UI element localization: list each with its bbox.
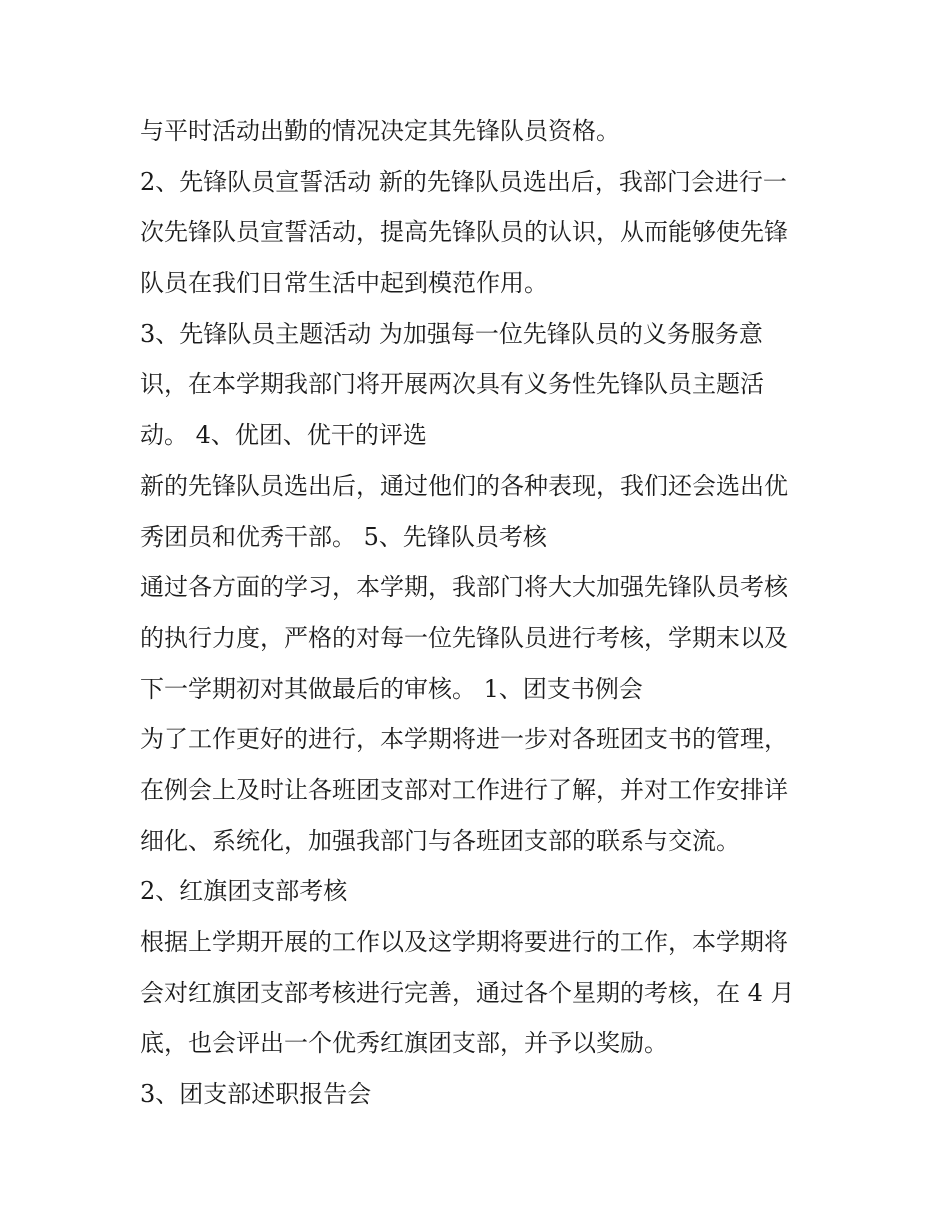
text-line: 识，在本学期我部门将开展两次具有义务性先锋队员主题活	[140, 370, 764, 399]
text-line: 动。 4、优团、优干的评选	[140, 421, 427, 450]
text-line: 2、先锋队员宣誓活动 新的先锋队员选出后，我部门会进行一	[140, 167, 787, 196]
text-line: 底，也会评出一个优秀红旗团支部，并予以奖励。	[140, 1029, 668, 1058]
text-line: 次先锋队员宣誓活动，提高先锋队员的认识，从而能够使先锋	[140, 218, 788, 247]
text-line: 的执行力度，严格的对每一位先锋队员进行考核，学期末以及	[140, 623, 788, 652]
text-line: 2、红旗团支部考核	[140, 877, 348, 906]
text-line: 会对红旗团支部考核进行完善，通过各个星期的考核，在 4 月	[140, 978, 795, 1007]
document-body	[140, 106, 830, 1120]
text-line: 根据上学期开展的工作以及这学期将要进行的工作，本学期将	[140, 928, 788, 956]
text-line: 新的先锋队员选出后，通过他们的各种表现，我们还会选出优	[140, 471, 788, 500]
text-line: 3、先锋队员主题活动 为加强每一位先锋队员的义务服务意	[140, 319, 763, 348]
text-line: 通过各方面的学习，本学期，我部门将大大加强先锋队员考核	[140, 573, 788, 602]
text-line: 秀团员和优秀干部。 5、先锋队员考核	[140, 522, 547, 551]
text-line: 在例会上及时让各班团支部对工作进行了解，并对工作安排详	[140, 775, 788, 804]
text-line: 下一学期初对其做最后的审核。 1、团支书例会	[140, 674, 643, 703]
text-line: 与平时活动出勤的情况决定其先锋队员资格。	[140, 117, 620, 145]
text-line: 为了工作更好的进行，本学期将进一步对各班团支书的管理，	[140, 725, 788, 754]
text-line: 队员在我们日常生活中起到模范作用。	[140, 269, 548, 298]
text-line: 3、团支部述职报告会	[140, 1080, 372, 1109]
text-line: 细化、系统化，加强我部门与各班团支部的联系与交流。	[140, 826, 740, 855]
